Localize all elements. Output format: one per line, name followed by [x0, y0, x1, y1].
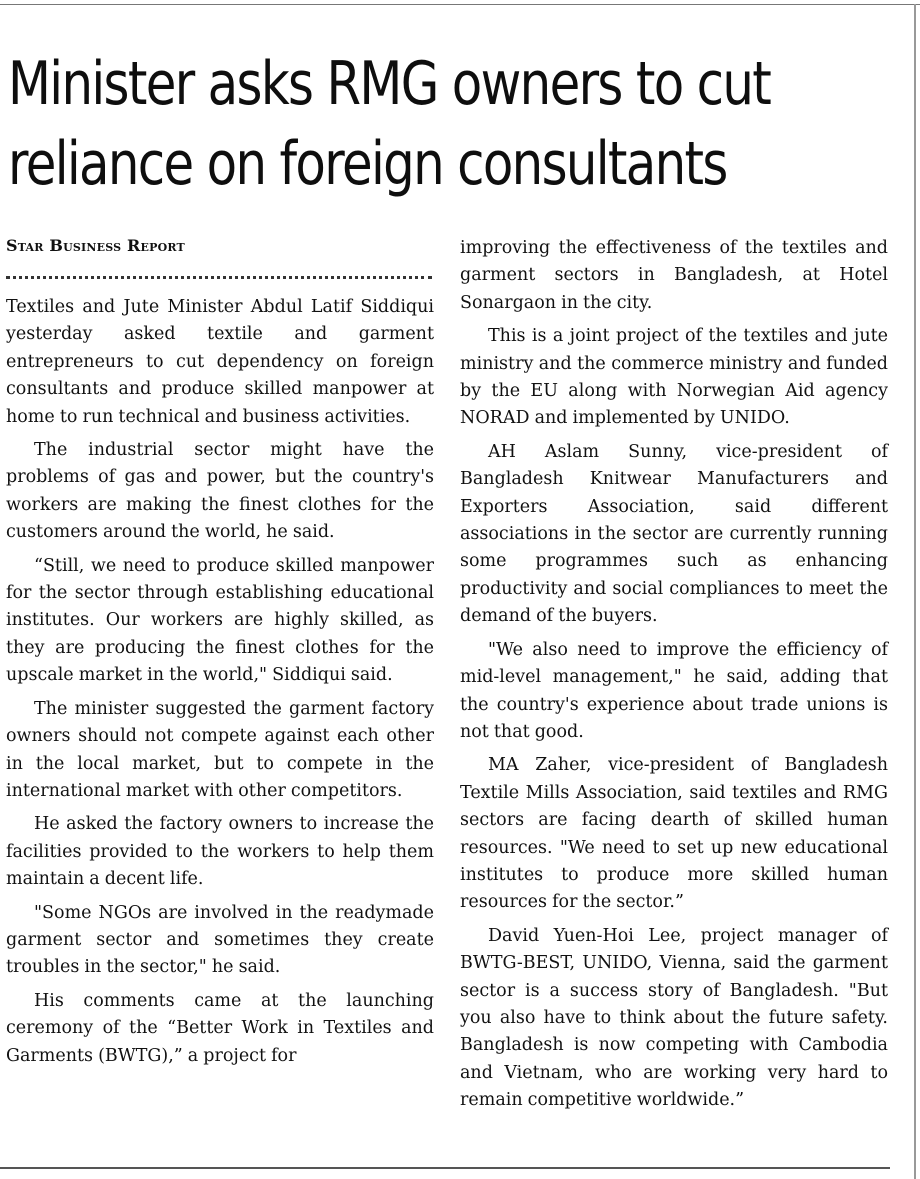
bottom-rule: [0, 1167, 890, 1169]
headline-line-2: reliance on foreign consultants: [8, 129, 727, 199]
top-border: [0, 4, 920, 5]
paragraph: The industrial sector might have the problems of gas and power, but the country's workers are making the finest clothes for the customers around the world, he said.: [6, 440, 434, 543]
paragraph: "Some NGOs are involved in the readymade garment sector and sometimes they create troubles in the sector," he said.: [6, 902, 434, 978]
paragraph: improving the effectiveness of the textiles and garment sectors in Bangladesh, at Hotel Sonargaon in the city.: [460, 238, 888, 313]
paragraph: He asked the factory owners to increase the facilities provided to the workers to help them maintain a decent life.: [6, 814, 434, 890]
paragraph: Textiles and Jute Minister Abdul Latif Siddiqui yesterday asked textile and garment entrepreneurs to cut dependency on foreign consultants and produce skilled manpower at home to run technical and business activities.: [6, 297, 434, 427]
left-column: [6, 294, 434, 1076]
paragraph: The minister suggested the garment factory owners should not compete against each other in the local market, but to compete in the international market with other competitors.: [6, 698, 434, 801]
headline: [8, 44, 771, 204]
paragraph: David Yuen-Hoi Lee, project manager of BWTG-BEST, UNIDO, Vienna, said the garment sector is a success story of Bangladesh. "But you also have to think about the future safety. Bangladesh is now competing with Cambodia and Vietnam, who are working very hard to remain competitive worldwide.”: [460, 925, 888, 1111]
paragraph: MA Zaher, vice-president of Bangladesh Textile Mills Association, said textiles and RMG sectors are facing dearth of skilled human resources. "We need to set up new educational institutes to produce more skilled human resources for the sector.”: [460, 755, 888, 913]
paragraph: This is a joint project of the textiles and jute ministry and the commerce ministry and funded by the EU along with Norwegian Aid agency NORAD and implemented by UNIDO.: [460, 326, 888, 429]
paragraph: “Still, we need to produce skilled manpower for the sector through establishing educational institutes. Our workers are highly skilled, as they are producing the finest clothes for the upscale market in the world," Siddiqui said.: [6, 555, 434, 686]
dotted-divider: [6, 276, 432, 279]
right-column: [460, 235, 888, 1121]
right-border: [914, 4, 916, 1179]
byline: Star Business Report: [6, 236, 185, 255]
headline-line-1: Minister asks RMG owners to cut: [8, 49, 771, 119]
paragraph: AH Aslam Sunny, vice-president of Bangladesh Knitwear Manufacturers and Exporters Association, said different associations in the sector are currently running some programmes such as enhancing productivity and social compliances to meet the demand of the buyers.: [460, 441, 888, 627]
paragraph: "We also need to improve the efficiency of mid-level management," he said, adding that the country's experience about trade unions is not that good.: [460, 639, 888, 742]
paragraph: His comments came at the launching ceremony of the “Better Work in Textiles and Garments (BWTG),” a project for: [6, 990, 434, 1066]
